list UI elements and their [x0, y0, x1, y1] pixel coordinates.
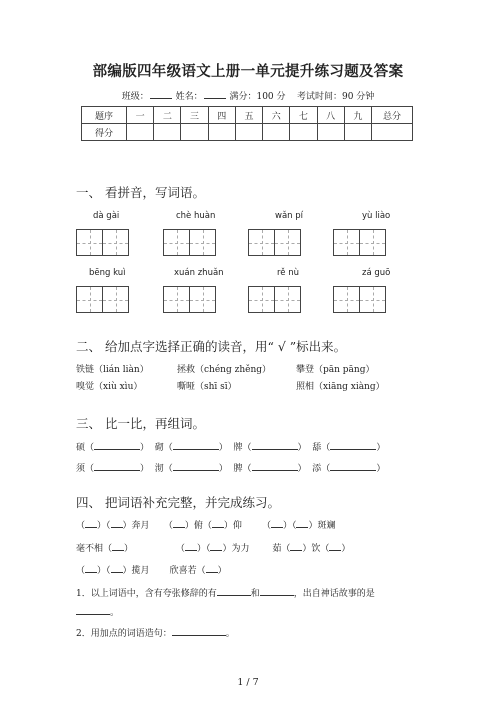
- section-1-heading: 一、 看拼音，写词语。: [76, 185, 205, 200]
- answer-blank[interactable]: [252, 441, 298, 450]
- answer-blank[interactable]: [94, 441, 140, 450]
- answer-blank[interactable]: [252, 462, 298, 471]
- answer-blank[interactable]: [290, 542, 302, 551]
- question-text: 和: [250, 589, 260, 599]
- row-label: 得分: [82, 124, 127, 141]
- idiom-text: 茹（: [272, 544, 291, 554]
- writing-grid[interactable]: [163, 286, 215, 313]
- page-number: 1 / 7: [237, 677, 259, 688]
- score-cell[interactable]: [263, 124, 290, 141]
- paren: ）: [140, 443, 150, 453]
- pinyin: bēng kuì: [89, 268, 126, 278]
- reading-choice[interactable]: 嗅觉（xiù xìu）: [76, 382, 143, 392]
- answer-blank[interactable]: [330, 462, 376, 471]
- char-label: 沏（: [154, 464, 173, 474]
- question-text: 2．用加点的词语造句：: [76, 629, 172, 639]
- section-2-heading: 二、 给加点字选择正确的读音，用“ √ ”标出来。: [76, 339, 347, 354]
- header-cell: 题序: [82, 107, 127, 124]
- answer-blank[interactable]: [76, 606, 110, 615]
- header-cell: 八: [317, 107, 344, 124]
- question-text: ，出自神话故事的是: [293, 589, 375, 599]
- pinyin: xuán zhuǎn: [174, 268, 224, 278]
- name-blank: [204, 90, 226, 99]
- answer-blank[interactable]: [210, 542, 222, 551]
- reading-choice[interactable]: 拯救（chéng zhěng）: [177, 365, 272, 375]
- char-label: 硕（: [76, 443, 95, 453]
- question-text: 1．以上词语中，含有夸张修辞的有: [76, 589, 217, 599]
- answer-blank[interactable]: [173, 462, 219, 471]
- header-cell: 四: [208, 107, 235, 124]
- question-1-cont: [76, 605, 119, 618]
- pinyin: chè huàn: [176, 211, 216, 221]
- section-4-heading: 四、 把词语补充完整，并完成练习。: [76, 495, 280, 510]
- header-cell: 九: [344, 107, 371, 124]
- header-cell: 一: [127, 107, 154, 124]
- paren: ）: [376, 443, 386, 453]
- header-cell: 总分: [372, 107, 413, 124]
- reading-choice[interactable]: 嘶哑（shī sī）: [177, 382, 237, 392]
- score-cell[interactable]: [235, 124, 262, 141]
- pinyin: yù liào: [362, 211, 391, 221]
- class-blank: [150, 90, 172, 99]
- score-table-header-row: [82, 107, 413, 124]
- char-label: 添（: [312, 464, 331, 474]
- idiom-text: 欣喜若（: [169, 566, 206, 576]
- answer-blank[interactable]: [85, 564, 97, 573]
- char-label: 牌（: [233, 443, 252, 453]
- writing-grid[interactable]: [76, 286, 128, 313]
- answer-blank[interactable]: [296, 519, 308, 528]
- idiom-text: 毫不相（: [76, 544, 113, 554]
- paren: ）: [297, 443, 307, 453]
- answer-blank[interactable]: [330, 441, 376, 450]
- answer-blank[interactable]: [185, 542, 197, 551]
- paren: ）: [218, 443, 228, 453]
- answer-blank[interactable]: [217, 587, 251, 596]
- idiom-text: ）饮（: [302, 544, 330, 554]
- score-cell[interactable]: [317, 124, 344, 141]
- score-table: [81, 106, 413, 141]
- header-cell: 七: [290, 107, 317, 124]
- answer-blank[interactable]: [260, 587, 294, 596]
- pinyin: wǎn pí: [275, 211, 304, 221]
- answer-blank[interactable]: [271, 519, 283, 528]
- compare-row-2: [76, 461, 385, 474]
- document-title: 部编版四年级语文上册一单元提升练习题及答案: [92, 64, 404, 80]
- score-cell[interactable]: [344, 124, 371, 141]
- idiom-text: 斑斓: [317, 521, 336, 531]
- idiom-text: 奔月: [131, 521, 150, 531]
- section-3-heading: 三、 比一比，再组词。: [76, 416, 205, 431]
- idiom-text: 俯（: [193, 521, 212, 531]
- question-1: [76, 586, 375, 599]
- header-cell: 三: [181, 107, 208, 124]
- paren: ）: [140, 464, 150, 474]
- answer-blank[interactable]: [111, 564, 123, 573]
- header-cell: 五: [235, 107, 262, 124]
- reading-choice[interactable]: 铁链（lián liàn）: [76, 365, 149, 375]
- score-cell[interactable]: [127, 124, 154, 141]
- reading-choice[interactable]: 攀登（pān pāng）: [296, 365, 375, 375]
- answer-blank[interactable]: [112, 542, 124, 551]
- writing-grid[interactable]: [248, 229, 300, 256]
- question-text: 。: [110, 608, 120, 618]
- name-label: 姓名：: [175, 92, 203, 102]
- paren: ）: [218, 464, 228, 474]
- writing-grid[interactable]: [333, 286, 385, 313]
- idiom-text: 揽月: [131, 566, 150, 576]
- answer-blank[interactable]: [329, 542, 341, 551]
- writing-grid[interactable]: [163, 229, 215, 256]
- exam-info: [0, 89, 496, 102]
- score-table-score-row: [82, 124, 413, 141]
- answer-blank[interactable]: [85, 519, 97, 528]
- answer-blank[interactable]: [173, 519, 185, 528]
- compare-row-1: [76, 440, 385, 453]
- header-cell: 六: [263, 107, 290, 124]
- idiom-text: ）为力: [222, 544, 250, 554]
- exam-time: 考试时间：90 分钟: [296, 92, 375, 102]
- idiom-row-3: （ ）（ ）揽月 欣喜若（ ）: [76, 566, 227, 576]
- answer-blank[interactable]: [94, 462, 140, 471]
- score-cell[interactable]: [181, 124, 208, 141]
- char-label: 须（: [76, 464, 95, 474]
- answer-blank[interactable]: [206, 564, 218, 573]
- idiom-row-1: （ ）（ ）奔月 （ ）俯（ ）仰 （ ）（ ）斑斓: [76, 521, 336, 531]
- answer-blank[interactable]: [111, 519, 123, 528]
- char-label: 脾（: [233, 464, 252, 474]
- pinyin: dà gài: [93, 211, 120, 221]
- answer-blank[interactable]: [212, 519, 224, 528]
- idiom-row-2: 毫不相（ ） （ ）（ ）为力 茹（ ）饮（ ）: [76, 544, 351, 554]
- pinyin: rě nù: [277, 268, 300, 278]
- paren: ）: [297, 464, 307, 474]
- score-cell[interactable]: [154, 124, 181, 141]
- idiom-text: ）仰: [223, 521, 242, 531]
- answer-blank[interactable]: [172, 627, 226, 636]
- score-cell[interactable]: [290, 124, 317, 141]
- writing-grid[interactable]: [248, 286, 300, 313]
- answer-blank[interactable]: [173, 441, 219, 450]
- writing-grid[interactable]: [76, 229, 128, 256]
- class-label: 班级：: [121, 92, 149, 102]
- char-label: 砌（: [154, 443, 173, 453]
- pinyin: zá guō: [362, 268, 391, 278]
- score-cell[interactable]: [372, 124, 413, 141]
- paren: ）: [376, 464, 386, 474]
- header-cell: 二: [154, 107, 181, 124]
- reading-choice[interactable]: 照相（xiāng xiàng）: [296, 382, 385, 392]
- question-2: [76, 626, 235, 639]
- writing-grid[interactable]: [333, 229, 385, 256]
- score-cell[interactable]: [208, 124, 235, 141]
- full-score: 满分：100 分: [229, 92, 286, 102]
- char-label: 舔（: [312, 443, 331, 453]
- question-text: 。: [225, 629, 235, 639]
